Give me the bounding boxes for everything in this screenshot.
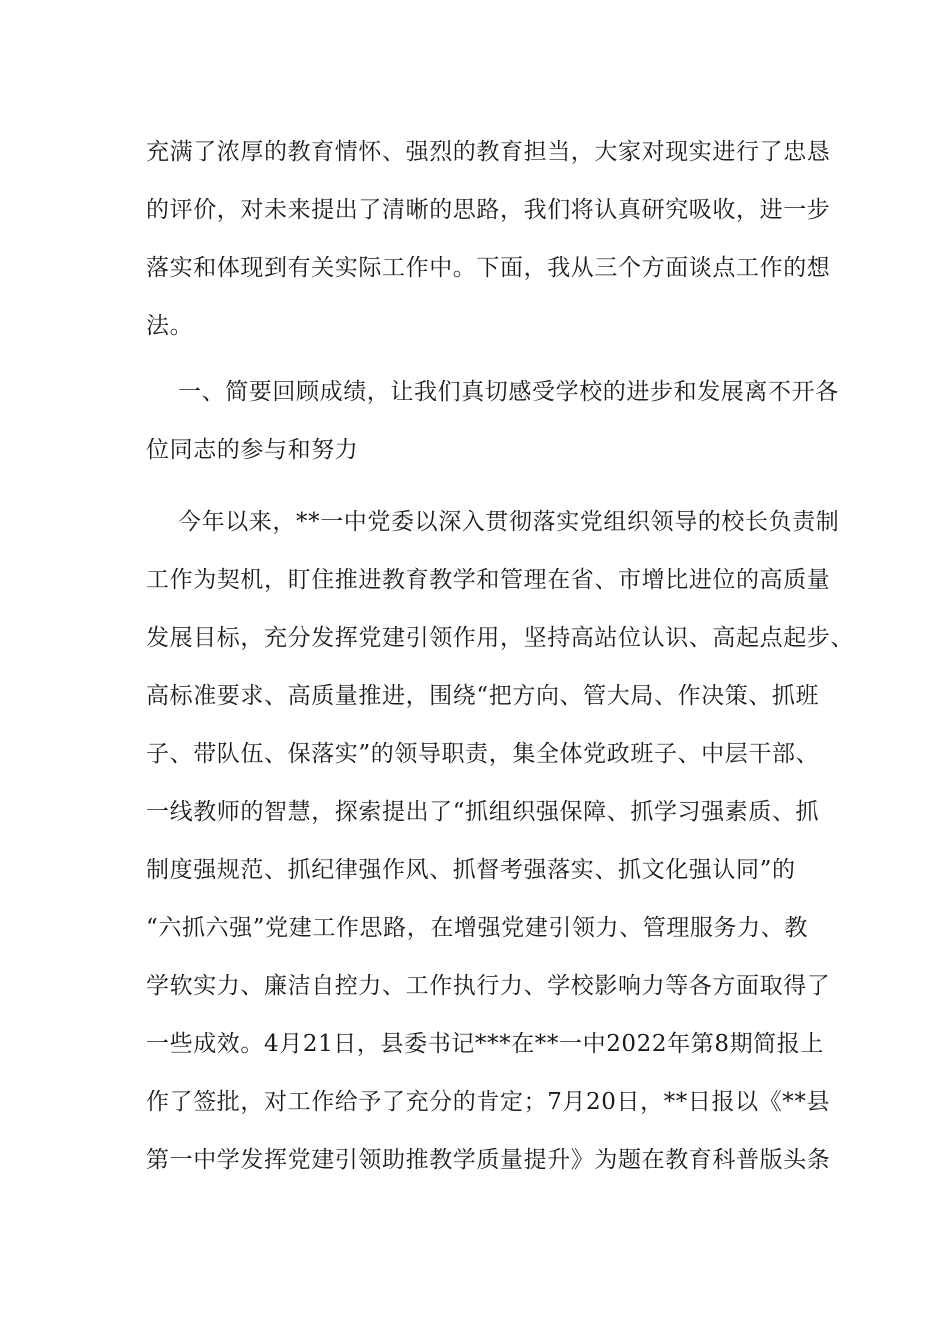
paragraph-2-line-5: 子、带队伍、保落实”的领导职责，集全体党政班子、中层干部、 (146, 741, 820, 767)
paragraph-1-line-4: 法。 (146, 313, 194, 339)
paragraph-2-line-9: 学软实力、廉洁自控力、工作执行力、学校影响力等各方面取得了 (146, 973, 831, 999)
paragraph-2-line-6: 一线教师的智慧，探索提出了“抓组织强保障、抓学习强素质、抓 (146, 799, 820, 825)
paragraph-2-line-4: 高标准要求、高质量推进，围绕“把方向、管大局、作决策、抓班 (146, 683, 820, 709)
heading-1-line-2: 位同志的参与和努力 (146, 437, 359, 463)
paragraph-2-line-8: “六抓六强”党建工作思路，在增强党建引领力、管理服务力、教 (146, 915, 808, 941)
paragraph-2-line-10: 一些成效。4月21日，县委书记***在**一中2022年第8期简报上 (146, 1031, 824, 1057)
heading-1-line-1: 一、简要回顾成绩，让我们真切感受学校的进步和发展离不开各 (178, 379, 839, 405)
paragraph-1-line-1: 充满了浓厚的教育情怀、强烈的教育担当，大家对现实进行了忠恳 (146, 139, 831, 165)
paragraph-1-line-3: 落实和体现到有关实际工作中。下面，我从三个方面谈点工作的想 (146, 255, 831, 281)
paragraph-2-line-1: 今年以来，**一中党委以深入贯彻落实党组织领导的校长负责制 (178, 509, 840, 535)
paragraph-2-line-2: 工作为契机，盯住推进教育教学和管理在省、市增比进位的高质量 (146, 567, 831, 593)
paragraph-2-line-7: 制度强规范、抓纪律强作风、抓督考强落实、抓文化强认同”的 (146, 857, 796, 883)
paragraph-2-line-11: 作了签批，对工作给予了充分的肯定；7月20日，**日报以《**县 (146, 1089, 831, 1115)
paragraph-2-line-3: 发展目标，充分发挥党建引领作用，坚持高站位认识、高起点起步、 (146, 625, 854, 651)
paragraph-1-line-2: 的评价，对未来提出了清晰的思路，我们将认真研究吸收，进一步 (146, 197, 831, 223)
paragraph-2-line-12: 第一中学发挥党建引领助推教学质量提升》为题在教育科普版头条 (146, 1147, 831, 1173)
